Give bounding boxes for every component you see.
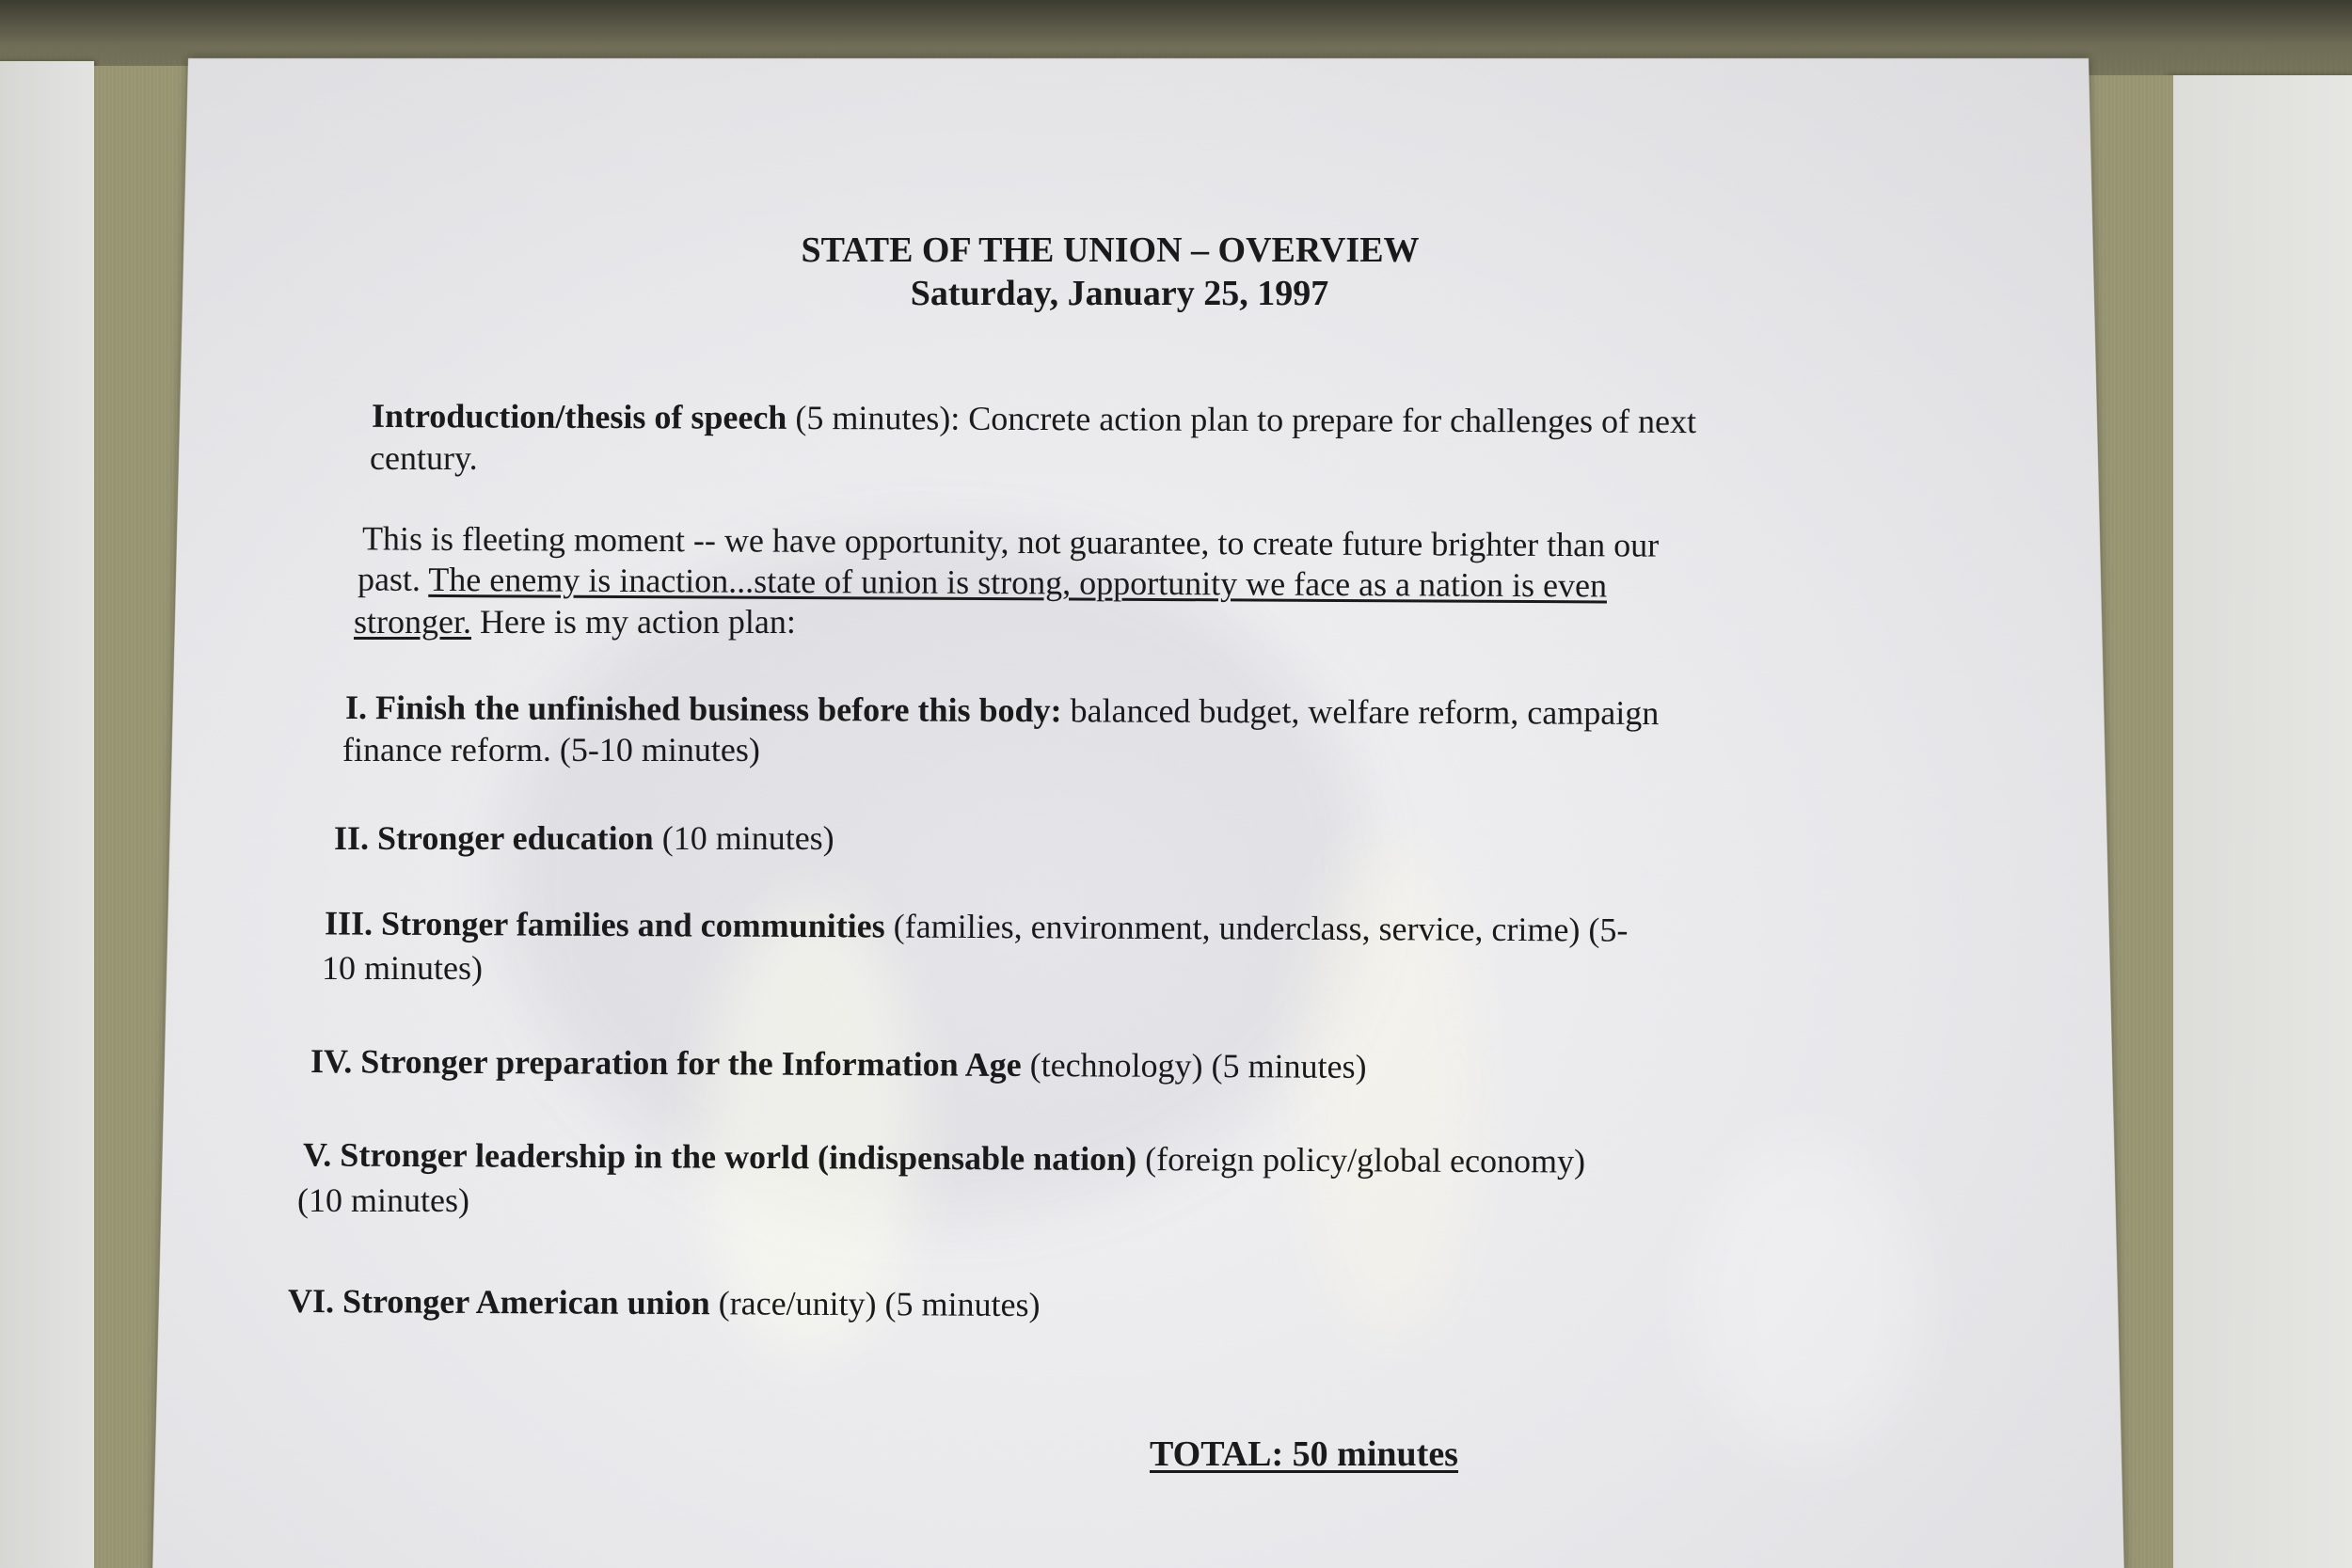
- outline-item-5: [303, 1134, 1585, 1180]
- item-detail: (families, environment, underclass, service, crime) (5-: [884, 907, 1629, 949]
- fleeting-line-2: [358, 560, 1607, 606]
- fleeting-line-3: [354, 602, 796, 641]
- item-heading: III. Stronger families and communities: [324, 904, 885, 945]
- document-date: Saturday, January 25, 1997: [910, 274, 1329, 313]
- item-heading: VI. Stronger American union: [287, 1281, 710, 1323]
- intro-line-1: [372, 396, 1696, 441]
- document-title: STATE OF THE UNION – OVERVIEW: [801, 230, 1420, 270]
- item-detail: (technology) (5 minutes): [1021, 1046, 1367, 1085]
- intro-label: Introduction/thesis of speech: [371, 396, 787, 436]
- outline-item-2: [334, 818, 834, 858]
- fleeting-underlined-text: stronger.: [354, 603, 471, 641]
- outline-item-4: [310, 1041, 1367, 1086]
- item-heading: I. Finish the unfinished business before this body:: [344, 688, 1062, 730]
- total-time: TOTAL: 50 minutes: [1150, 1434, 1458, 1474]
- outline-item-1-continued: finance reform. (5-10 minutes): [342, 731, 760, 768]
- outline-item-6: [288, 1281, 1041, 1324]
- outline-item-3-continued: 10 minutes): [322, 949, 483, 987]
- item-heading: IV. Stronger preparation for the Information Age: [310, 1042, 1022, 1085]
- item-heading: V. Stronger leadership in the world (indispensable nation): [302, 1135, 1137, 1179]
- outline-item-3: [325, 903, 1629, 949]
- item-detail: (race/unity) (5 minutes): [709, 1284, 1041, 1324]
- outline-item-5-continued: (10 minutes): [297, 1181, 469, 1219]
- intro-text: (5 minutes): Concrete action plan to prepare for challenges of next: [787, 398, 1697, 441]
- item-detail: (10 minutes): [653, 819, 834, 857]
- outline-item-1: [345, 688, 1659, 733]
- fleeting-underlined-text: The enemy is inaction...state of union is strong, opportunity we face as a nation is even: [428, 560, 1608, 605]
- item-detail: balanced budget, welfare reform, campaign: [1061, 691, 1660, 733]
- fleeting-plain-text: past.: [357, 560, 429, 598]
- item-detail: (foreign policy/global economy): [1136, 1140, 1586, 1180]
- fleeting-plain-text: Here is my action plan:: [470, 603, 796, 641]
- fleeting-line-1: This is fleeting moment -- we have opportunity, not guarantee, to create future brighter than our: [361, 519, 1660, 564]
- intro-line-2: century.: [370, 439, 478, 477]
- item-heading: II. Stronger education: [334, 819, 654, 857]
